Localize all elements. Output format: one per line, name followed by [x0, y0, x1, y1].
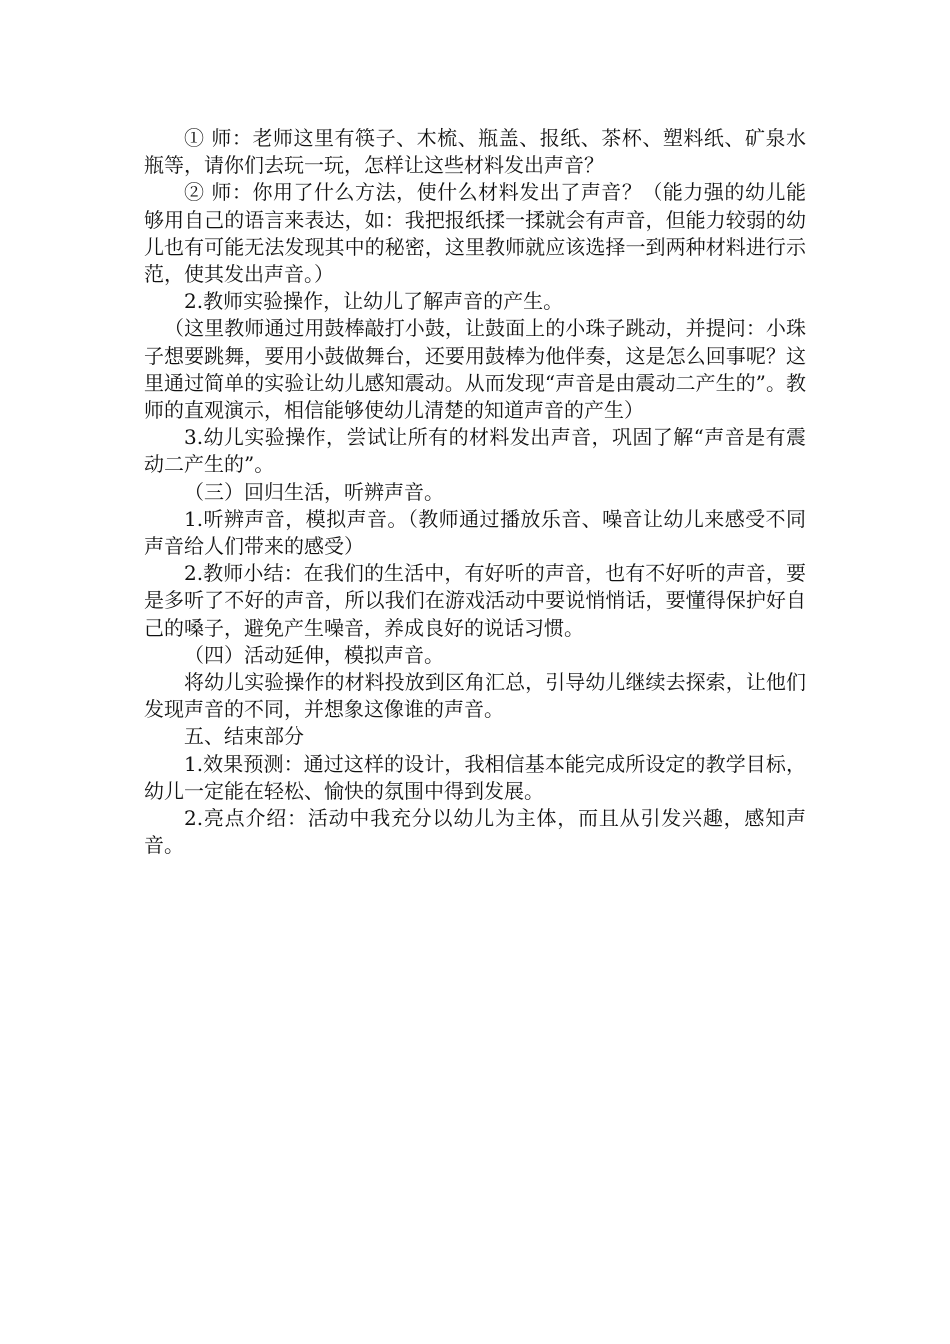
paragraph-teacher-summary: 2.教师小结：在我们的生活中，有好听的声音，也有不好听的声音，要是多听了不好的声音，所以我们在游戏活动中要说悄悄话，要懂得保护好自己的嗓子，避免产生噪音，养成良好的说话习惯。 — [144, 561, 806, 640]
paragraph-teacher-question-1: ① 师：老师这里有筷子、木梳、瓶盖、报纸、茶杯、塑料纸、矿泉水瓶等，请你们去玩一玩，怎样让这些材料发出声音？ — [144, 126, 806, 178]
section-heading-conclusion: 五、结束部分 — [184, 724, 304, 749]
paragraph-child-experiment: 3.幼儿实验操作，尝试让所有的材料发出声音，巩固了解“声音是有震动二产生的”。 — [144, 425, 806, 477]
paragraph-teacher-experiment: 2.教师实验操作，让幼儿了解声音的产生。 — [184, 289, 564, 314]
paragraph-highlights: 2.亮点介绍：活动中我充分以幼儿为主体，而且从引发兴趣，感知声音。 — [144, 806, 806, 858]
paragraph-listen-sounds: 1.听辨声音，模拟声音。（教师通过播放乐音、噪音让幼儿来感受不同声音给人们带来的感受） — [144, 506, 806, 559]
paragraph-drum-demonstration: （这里教师通过用鼓棒敲打小鼓，让鼓面上的小珠子跳动，并提问：小珠子想要跳舞，要用小鼓做舞台，还要用鼓棒为他伴奏，这是怎么回事呢？这里通过简单的实验让幼儿感知震动。从而发现“声音是由震动二产生的”。教师的直观演示，相信能够使幼儿清楚的知道声音的产生） — [144, 316, 806, 423]
paragraph-extension-detail: 将幼儿实验操作的材料投放到区角汇总，引导幼儿继续去探索，让他们发现声音的不同，并想象这像谁的声音。 — [144, 670, 806, 722]
section-heading-return-to-life: （三）回归生活，听辨声音。 — [184, 479, 444, 504]
paragraph-effect-prediction: 1.效果预测：通过这样的设计，我相信基本能完成所设定的教学目标，幼儿一定能在轻松、愉快的氛围中得到发展。 — [144, 751, 806, 803]
paragraph-teacher-question-2: ② 师：你用了什么方法，使什么材料发出了声音？（能力强的幼儿能够用自己的语言来表达，如：我把报纸揉一揉就会有声音，但能力较弱的幼儿也有可能无法发现其中的秘密，这里教师就应该选择一到两种材料进行示范，使其发出声音。） — [144, 180, 806, 287]
document-body — [144, 125, 806, 859]
section-heading-extension: （四）活动延伸，模拟声音。 — [184, 642, 444, 667]
